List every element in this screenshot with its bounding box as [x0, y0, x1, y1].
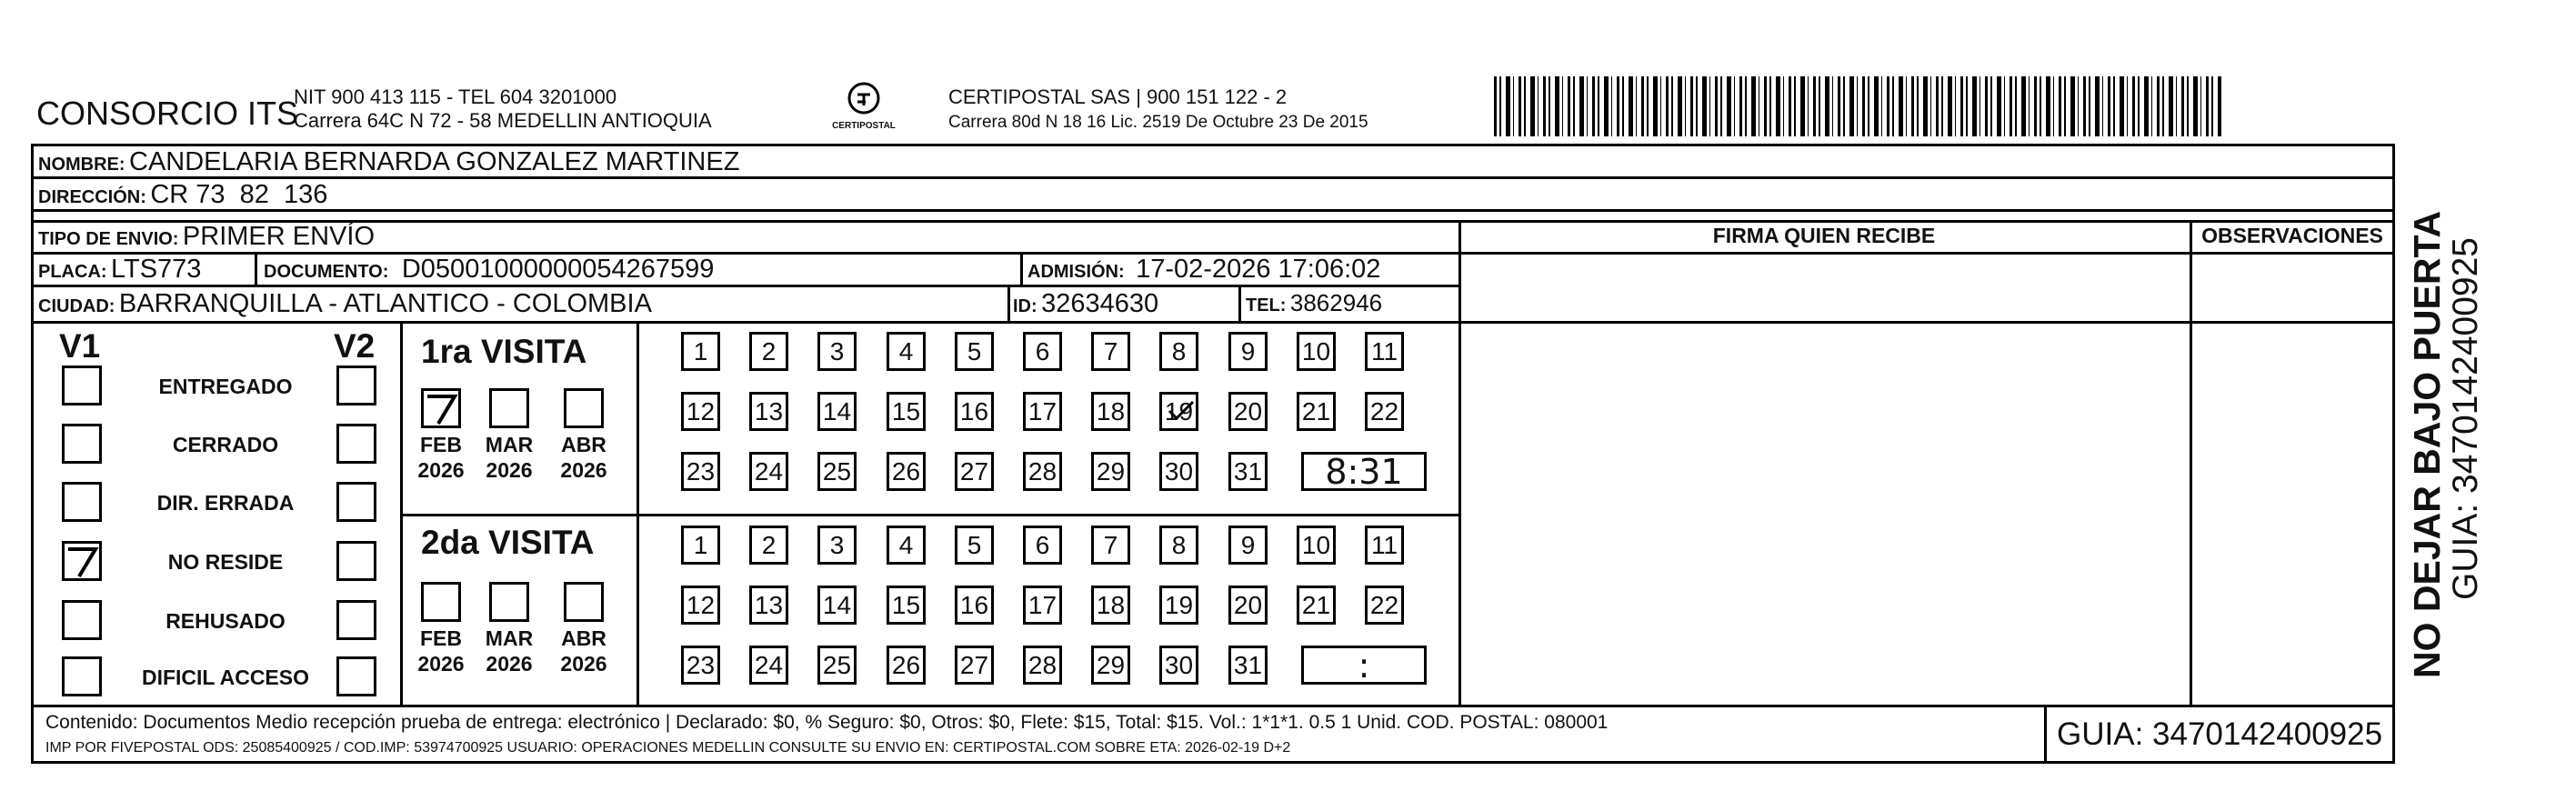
time-box[interactable] — [1301, 452, 1427, 491]
day-box-7[interactable] — [1091, 332, 1130, 371]
first-visit-title: 1ra VISITA — [421, 333, 587, 370]
day-number: 5 — [967, 336, 982, 365]
certipostal-logo — [832, 80, 896, 131]
month-checkbox[interactable] — [489, 388, 529, 428]
time-value: : — [1358, 645, 1370, 686]
day-box-9[interactable] — [1228, 526, 1268, 565]
day-box-8[interactable] — [1159, 332, 1198, 371]
month-name: FEB — [420, 433, 462, 456]
day-number: 29 — [1096, 650, 1126, 679]
day-number: 13 — [754, 396, 784, 426]
day-box-5[interactable] — [955, 526, 994, 565]
placa-label: PLACA: — [38, 262, 107, 282]
day-number: 17 — [1027, 396, 1057, 426]
month-checkbox[interactable] — [421, 388, 461, 428]
status-label: DIR. ERRADA — [156, 491, 295, 515]
month-label — [482, 626, 536, 676]
day-box-24[interactable] — [749, 646, 788, 685]
day-box-30[interactable] — [1159, 452, 1198, 491]
day-number: 14 — [822, 590, 852, 619]
day-number: 15 — [891, 396, 921, 426]
day-number: 2 — [761, 336, 777, 365]
day-box-27[interactable] — [955, 452, 994, 491]
v1-checkbox[interactable] — [62, 365, 102, 406]
day-box-15[interactable] — [887, 392, 926, 431]
day-number: 6 — [1035, 530, 1050, 559]
day-number: 30 — [1164, 456, 1194, 486]
month-label — [482, 432, 536, 483]
day-number: 19 — [1164, 590, 1194, 619]
day-box-3[interactable] — [817, 526, 857, 565]
day-number: 1 — [693, 530, 708, 559]
time-box[interactable] — [1301, 646, 1427, 685]
month-name: FEB — [420, 626, 462, 650]
admission-value: 17-02-2026 17:06:02 — [1136, 255, 1381, 284]
day-number: 14 — [822, 396, 852, 426]
address-row — [38, 180, 327, 210]
direccion-label: DIRECCIÓN: — [38, 187, 146, 207]
day-box-14[interactable] — [817, 392, 857, 431]
day-number: 19 — [1164, 396, 1194, 426]
month-name: ABR — [561, 626, 606, 650]
status-label: ENTREGADO — [158, 375, 293, 398]
day-box-20[interactable] — [1228, 586, 1268, 625]
day-number: 3 — [829, 530, 845, 559]
day-number: 17 — [1027, 590, 1057, 619]
signature-area[interactable] — [1458, 255, 2190, 705]
day-box-24[interactable] — [749, 452, 788, 491]
day-number: 5 — [967, 530, 982, 559]
day-number: 24 — [754, 456, 784, 486]
observations-area[interactable] — [2191, 255, 2393, 705]
day-box-17[interactable] — [1023, 586, 1062, 625]
v2-checkbox[interactable] — [336, 600, 376, 640]
second-visit-title: 2da VISITA — [421, 524, 595, 561]
day-box-25[interactable] — [817, 646, 857, 685]
footer-print-info: IMP POR FIVEPOSTAL ODS: 25085400925 / COD.IMP: 53974700925 USUARIO: OPERACIONES MEDELLIN CONSULTE SU ENVIO EN: CERTIPOSTAL.COM SOBRE ETA: 2026-02-19 D+2 — [45, 740, 1291, 756]
company-name: CONSORCIO ITS — [36, 95, 299, 132]
day-number: 26 — [891, 650, 921, 679]
v1-checkbox[interactable] — [62, 600, 102, 640]
day-number: 27 — [959, 456, 989, 486]
observations-header — [2190, 224, 2395, 248]
day-box-15[interactable] — [887, 586, 926, 625]
day-box-23[interactable] — [681, 646, 720, 685]
day-box-7[interactable] — [1091, 526, 1130, 565]
barcode — [1494, 76, 2221, 136]
admision-label: ADMISIÓN: — [1027, 262, 1125, 282]
day-number: 27 — [959, 650, 989, 679]
day-box-11[interactable] — [1365, 332, 1404, 371]
v1-checkbox[interactable] — [62, 541, 102, 581]
day-number: 20 — [1233, 396, 1263, 426]
day-number: 11 — [1370, 336, 1398, 365]
day-number: 28 — [1027, 456, 1057, 486]
check-mark-icon — [1164, 395, 1197, 434]
day-number: 12 — [686, 590, 716, 619]
no-dejar-warning: NO DEJAR BAJO PUERTA — [2406, 210, 2448, 678]
month-name: ABR — [561, 433, 606, 456]
plate-cell — [38, 255, 201, 285]
day-number: 24 — [754, 650, 784, 679]
month-checkbox[interactable] — [489, 582, 529, 622]
month-year: 2026 — [417, 458, 465, 482]
day-number: 10 — [1301, 530, 1331, 559]
shipment-type-row — [38, 222, 375, 252]
day-number: 16 — [959, 590, 989, 619]
day-number: 22 — [1369, 590, 1399, 619]
day-number: 1 — [693, 336, 708, 365]
time-value: 8:31 — [1325, 451, 1403, 492]
day-box-30[interactable] — [1159, 646, 1198, 685]
day-box-16[interactable] — [955, 392, 994, 431]
day-box-3[interactable] — [817, 332, 857, 371]
footer-guia: GUIA: 3470142400925 — [2057, 716, 2383, 752]
city-cell — [38, 289, 652, 319]
day-number: 30 — [1164, 650, 1194, 679]
day-box-18[interactable] — [1091, 392, 1130, 431]
day-number: 21 — [1301, 396, 1331, 426]
month-checkbox[interactable] — [564, 388, 604, 428]
day-box-12[interactable] — [681, 392, 720, 431]
status-label: DIFICIL ACCESO — [141, 666, 309, 689]
day-number: 29 — [1096, 456, 1126, 486]
day-number: 13 — [754, 590, 784, 619]
check-mark-icon — [424, 391, 460, 432]
signature-header — [1458, 224, 2190, 248]
day-number: 31 — [1233, 456, 1263, 486]
day-number: 28 — [1027, 650, 1057, 679]
shipment-type: PRIMER ENVÍO — [182, 222, 376, 251]
carrier-info: CERTIPOSTAL SAS | 900 151 122 - 2 — [948, 85, 1288, 108]
day-box-2[interactable] — [749, 332, 788, 371]
month-year: 2026 — [417, 652, 465, 676]
day-box-13[interactable] — [749, 586, 788, 625]
day-number: 23 — [686, 456, 716, 486]
day-box-6[interactable] — [1023, 526, 1062, 565]
month-label — [556, 432, 611, 483]
recipient-name: CANDELARIA BERNARDA GONZALEZ MARTINEZ — [129, 147, 740, 176]
day-box-31[interactable] — [1228, 452, 1268, 491]
day-box-5[interactable] — [955, 332, 994, 371]
v2-checkbox[interactable] — [336, 656, 376, 696]
id-value: 32634630 — [1041, 289, 1159, 318]
logo-caption: CERTIPOSTAL — [832, 121, 896, 131]
recipient-name-row — [38, 147, 739, 177]
day-box-26[interactable] — [887, 646, 926, 685]
status-label: NO RESIDE — [167, 550, 284, 574]
firma-label: FIRMA QUIEN RECIBE — [1712, 224, 1936, 247]
day-box-28[interactable] — [1023, 646, 1062, 685]
month-label — [556, 626, 611, 676]
document-cell — [264, 255, 714, 285]
day-box-26[interactable] — [887, 452, 926, 491]
day-number: 22 — [1369, 396, 1399, 426]
day-number: 31 — [1233, 650, 1263, 679]
documento-label: DOCUMENTO: — [264, 262, 389, 282]
day-number: 8 — [1171, 530, 1187, 559]
v2-checkbox[interactable] — [336, 424, 376, 464]
v1-checkbox[interactable] — [62, 424, 102, 464]
day-box-4[interactable] — [887, 332, 926, 371]
day-box-1[interactable] — [681, 526, 720, 565]
day-number: 7 — [1103, 530, 1118, 559]
month-name: MAR — [485, 433, 534, 456]
v1-header: V1 — [59, 327, 101, 365]
admission-cell — [1027, 255, 1380, 285]
month-year: 2026 — [486, 458, 533, 482]
day-number: 7 — [1103, 336, 1118, 365]
month-checkbox[interactable] — [564, 582, 604, 622]
day-number: 9 — [1240, 530, 1256, 559]
day-number: 4 — [898, 530, 914, 559]
day-box-28[interactable] — [1023, 452, 1062, 491]
ciudad-label: CIUDAD: — [38, 296, 115, 316]
month-year: 2026 — [560, 652, 607, 676]
v1-checkbox[interactable] — [62, 482, 102, 522]
day-box-11[interactable] — [1365, 526, 1404, 565]
day-number: 25 — [822, 456, 852, 486]
day-box-27[interactable] — [955, 646, 994, 685]
day-number: 15 — [891, 590, 921, 619]
v2-checkbox[interactable] — [336, 365, 376, 406]
day-box-25[interactable] — [817, 452, 857, 491]
day-number: 18 — [1096, 590, 1126, 619]
document-value: D05001000000054267599 — [401, 255, 715, 284]
day-box-29[interactable] — [1091, 646, 1130, 685]
address-value: CR 73 82 136 — [150, 180, 328, 209]
day-box-31[interactable] — [1228, 646, 1268, 685]
day-box-21[interactable] — [1297, 392, 1336, 431]
day-box-16[interactable] — [955, 586, 994, 625]
day-number: 10 — [1301, 336, 1331, 365]
day-box-29[interactable] — [1091, 452, 1130, 491]
month-name: MAR — [485, 626, 534, 650]
observaciones-label: OBSERVACIONES — [2201, 224, 2383, 247]
day-box-1[interactable] — [681, 332, 720, 371]
day-number: 16 — [959, 396, 989, 426]
v2-checkbox[interactable] — [336, 482, 376, 522]
check-mark-icon — [65, 544, 101, 585]
carrier-address: Carrera 80d N 18 16 Lic. 2519 De Octubre 23 De 2015 — [948, 113, 1368, 132]
day-box-8[interactable] — [1159, 526, 1198, 565]
day-number: 23 — [686, 650, 716, 679]
side-guia: GUIA: 3470142400925 — [2446, 237, 2485, 600]
day-box-18[interactable] — [1091, 586, 1130, 625]
id-label: ID: — [1013, 296, 1037, 316]
day-box-22[interactable] — [1365, 586, 1404, 625]
day-box-19[interactable] — [1159, 586, 1198, 625]
day-number: 25 — [822, 650, 852, 679]
tel-value: 3862946 — [1289, 289, 1383, 316]
day-number: 11 — [1370, 530, 1398, 559]
day-number: 2 — [761, 530, 777, 559]
tel-label: TEL: — [1246, 295, 1287, 315]
day-box-4[interactable] — [887, 526, 926, 565]
day-box-17[interactable] — [1023, 392, 1062, 431]
company-address: Carrera 64C N 72 - 58 MEDELLIN ANTIOQUIA — [294, 109, 712, 132]
day-number: 6 — [1035, 336, 1050, 365]
day-box-2[interactable] — [749, 526, 788, 565]
day-number: 9 — [1240, 336, 1256, 365]
day-box-6[interactable] — [1023, 332, 1062, 371]
logo-icon — [846, 80, 882, 116]
month-label — [414, 626, 468, 676]
day-number: 20 — [1233, 590, 1263, 619]
status-label: CERRADO — [172, 433, 279, 456]
v2-checkbox[interactable] — [336, 541, 376, 581]
footer-content: Contenido: Documentos Medio recepción prueba de entrega: electrónico | Declarado: $0, % Seguro: $0, Otros: $0, Flete: $15, Total: $15. Vol.: 1*1*1. 0.5 1 Unid. COD. POSTAL: 080001 — [45, 712, 1609, 733]
day-number: 8 — [1171, 336, 1187, 365]
day-box-10[interactable] — [1297, 332, 1336, 371]
day-box-12[interactable] — [681, 586, 720, 625]
nombre-label: NOMBRE: — [38, 155, 125, 175]
month-checkbox[interactable] — [421, 582, 461, 622]
tipo-envio-label: TIPO DE ENVIO: — [38, 229, 179, 249]
day-number: 4 — [898, 336, 914, 365]
day-number: 3 — [829, 336, 845, 365]
day-box-20[interactable] — [1228, 392, 1268, 431]
status-label: REHUSADO — [165, 609, 286, 633]
id-cell — [1013, 289, 1158, 319]
tel-cell — [1246, 289, 1382, 317]
city-value: BARRANQUILLA - ATLANTICO - COLOMBIA — [118, 289, 652, 318]
day-box-13[interactable] — [749, 392, 788, 431]
month-label — [414, 432, 468, 483]
day-box-10[interactable] — [1297, 526, 1336, 565]
plate-value: LTS773 — [111, 255, 202, 284]
month-year: 2026 — [486, 652, 533, 676]
day-box-21[interactable] — [1297, 586, 1336, 625]
day-box-22[interactable] — [1365, 392, 1404, 431]
day-number: 26 — [891, 456, 921, 486]
month-year: 2026 — [560, 458, 607, 482]
day-number: 12 — [686, 396, 716, 426]
v1-checkbox[interactable] — [62, 656, 102, 696]
company-nit: NIT 900 413 115 - TEL 604 3201000 — [294, 85, 617, 108]
day-box-9[interactable] — [1228, 332, 1268, 371]
day-box-23[interactable] — [681, 452, 720, 491]
day-box-19[interactable] — [1159, 392, 1198, 431]
day-number: 21 — [1301, 590, 1331, 619]
v2-header: V2 — [334, 327, 376, 365]
day-box-14[interactable] — [817, 586, 857, 625]
day-number: 18 — [1096, 396, 1126, 426]
